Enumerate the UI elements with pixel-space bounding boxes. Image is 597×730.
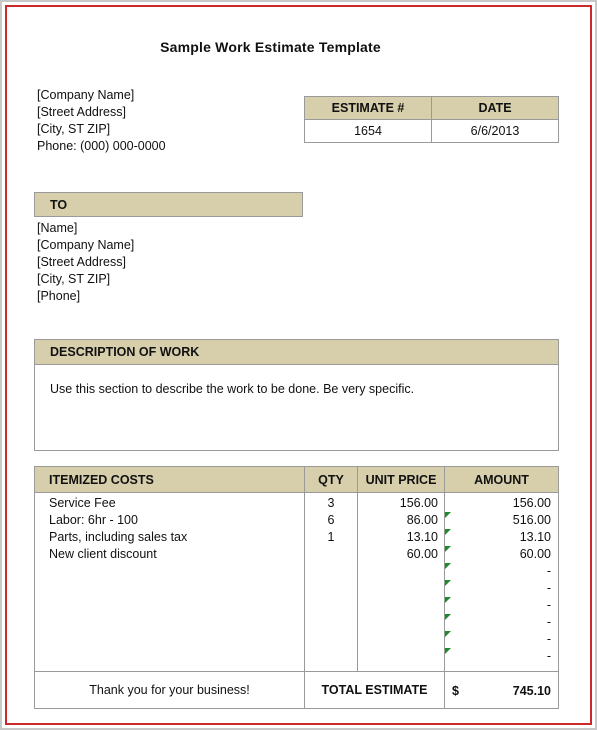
item-unit-price[interactable] bbox=[358, 631, 445, 648]
item-unit-price[interactable] bbox=[358, 563, 445, 580]
item-unit-price[interactable]: 13.10 bbox=[358, 529, 445, 546]
total-row bbox=[35, 672, 559, 709]
table-row bbox=[35, 546, 559, 563]
table-row bbox=[35, 512, 559, 529]
sender-street: [Street Address] bbox=[37, 105, 126, 119]
item-unit-price[interactable]: 156.00 bbox=[358, 493, 445, 513]
formula-flag-icon bbox=[445, 614, 451, 620]
table-row bbox=[35, 648, 559, 665]
item-amount-value: - bbox=[546, 581, 551, 595]
item-amount bbox=[445, 512, 559, 529]
item-desc[interactable] bbox=[35, 597, 305, 614]
total-estimate-value: 745.10 bbox=[512, 684, 551, 698]
item-amount-value: 156.00 bbox=[512, 496, 551, 510]
item-qty[interactable] bbox=[305, 614, 358, 631]
formula-flag-icon bbox=[445, 563, 451, 569]
item-desc[interactable]: New client discount bbox=[35, 546, 305, 563]
item-amount-value: - bbox=[546, 598, 551, 612]
recipient-city[interactable]: [City, ST ZIP] bbox=[37, 272, 111, 286]
item-unit-price[interactable] bbox=[358, 597, 445, 614]
thank-you-note: Thank you for your business! bbox=[35, 672, 305, 709]
item-unit-price[interactable] bbox=[358, 648, 445, 665]
sender-address bbox=[37, 87, 166, 155]
item-unit-price[interactable]: 86.00 bbox=[358, 512, 445, 529]
estimate-date[interactable]: 6/6/2013 bbox=[432, 120, 559, 143]
item-amount bbox=[445, 648, 559, 665]
item-desc[interactable] bbox=[35, 580, 305, 597]
item-amount-value: - bbox=[546, 564, 551, 578]
formula-flag-icon bbox=[445, 546, 451, 552]
item-amount-value: - bbox=[546, 632, 551, 646]
table-row bbox=[35, 631, 559, 648]
table-row bbox=[35, 580, 559, 597]
amount-header: AMOUNT bbox=[445, 467, 559, 493]
sender-city: [City, ST ZIP] bbox=[37, 122, 111, 136]
description-section bbox=[34, 339, 559, 451]
item-desc[interactable]: Service Fee bbox=[35, 493, 305, 513]
item-amount-value: - bbox=[546, 615, 551, 629]
total-estimate-label: TOTAL ESTIMATE bbox=[305, 672, 445, 709]
table-row bbox=[35, 597, 559, 614]
item-amount-value: 516.00 bbox=[512, 513, 551, 527]
item-qty[interactable]: 3 bbox=[305, 493, 358, 513]
item-qty[interactable] bbox=[305, 546, 358, 563]
estimate-number-header: ESTIMATE # bbox=[305, 97, 432, 120]
table-row bbox=[35, 614, 559, 631]
item-amount bbox=[445, 493, 559, 513]
item-amount bbox=[445, 546, 559, 563]
table-row bbox=[35, 563, 559, 580]
item-desc[interactable] bbox=[35, 614, 305, 631]
item-desc[interactable] bbox=[35, 648, 305, 665]
item-qty[interactable] bbox=[305, 648, 358, 665]
formula-flag-icon bbox=[445, 529, 451, 535]
item-amount-value: - bbox=[546, 649, 551, 663]
itemized-costs-header: ITEMIZED COSTS bbox=[35, 467, 305, 493]
total-estimate-cell bbox=[445, 672, 559, 709]
estimate-number[interactable]: 1654 bbox=[305, 120, 432, 143]
item-unit-price[interactable]: 60.00 bbox=[358, 546, 445, 563]
item-amount-value: 13.10 bbox=[519, 530, 551, 544]
unit-price-header: UNIT PRICE bbox=[358, 467, 445, 493]
item-amount bbox=[445, 580, 559, 597]
item-amount bbox=[445, 614, 559, 631]
sender-phone: Phone: (000) 000-0000 bbox=[37, 139, 166, 153]
item-desc[interactable]: Parts, including sales tax bbox=[35, 529, 305, 546]
itemized-costs-table bbox=[34, 466, 559, 709]
item-desc[interactable] bbox=[35, 631, 305, 648]
sender-company: [Company Name] bbox=[37, 88, 135, 102]
item-qty[interactable]: 6 bbox=[305, 512, 358, 529]
recipient-phone[interactable]: [Phone] bbox=[37, 289, 81, 303]
item-unit-price[interactable] bbox=[358, 580, 445, 597]
date-header: DATE bbox=[432, 97, 559, 120]
currency-symbol: $ bbox=[452, 684, 459, 698]
recipient-name[interactable]: [Name] bbox=[37, 221, 78, 235]
formula-flag-icon bbox=[445, 597, 451, 603]
item-qty[interactable]: 1 bbox=[305, 529, 358, 546]
recipient-address bbox=[37, 220, 134, 305]
recipient-company[interactable]: [Company Name] bbox=[37, 238, 135, 252]
description-body[interactable]: Use this section to describe the work to be done. Be very specific. bbox=[50, 382, 415, 396]
item-amount bbox=[445, 631, 559, 648]
item-amount-value: 60.00 bbox=[519, 547, 551, 561]
formula-flag-icon bbox=[445, 580, 451, 586]
description-header: DESCRIPTION OF WORK bbox=[35, 340, 558, 365]
formula-flag-icon bbox=[445, 512, 451, 518]
qty-header: QTY bbox=[305, 467, 358, 493]
item-amount bbox=[445, 597, 559, 614]
table-row bbox=[35, 529, 559, 546]
item-desc[interactable]: Labor: 6hr - 100 bbox=[35, 512, 305, 529]
recipient-street[interactable]: [Street Address] bbox=[37, 255, 126, 269]
item-qty[interactable] bbox=[305, 563, 358, 580]
formula-flag-icon bbox=[445, 648, 451, 654]
item-desc[interactable] bbox=[35, 563, 305, 580]
formula-flag-icon bbox=[445, 631, 451, 637]
item-amount bbox=[445, 563, 559, 580]
document-title: Sample Work Estimate Template bbox=[160, 39, 381, 55]
item-qty[interactable] bbox=[305, 597, 358, 614]
item-unit-price[interactable] bbox=[358, 614, 445, 631]
item-amount bbox=[445, 529, 559, 546]
item-qty[interactable] bbox=[305, 580, 358, 597]
to-header: TO bbox=[34, 192, 303, 217]
estimate-info-table bbox=[304, 96, 559, 143]
item-qty[interactable] bbox=[305, 631, 358, 648]
table-row bbox=[35, 493, 559, 513]
